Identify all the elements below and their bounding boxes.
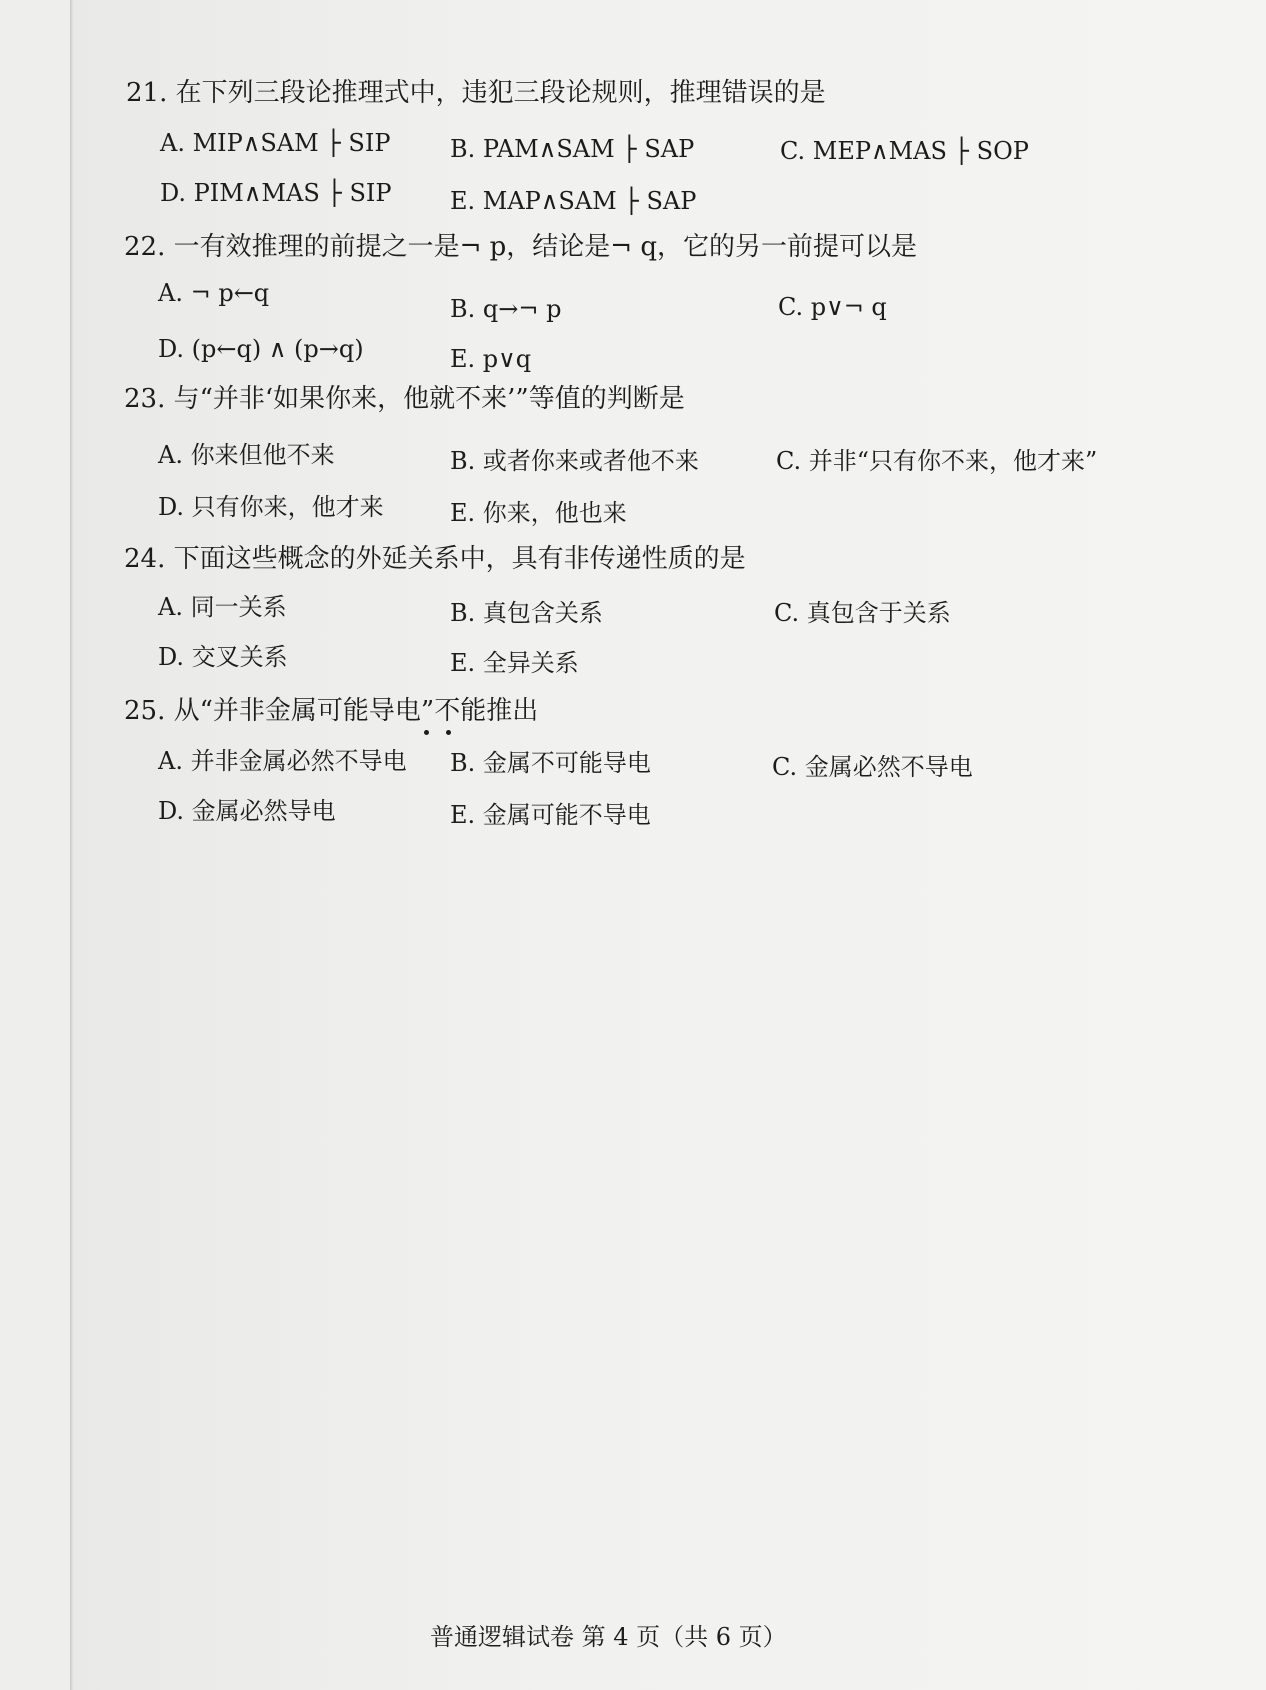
question-25-option-d: D. 金属必然导电 (158, 797, 336, 825)
question-23-option-e: E. 你来，他也来 (450, 499, 627, 527)
question-24-option-a: A. 同一关系 (158, 593, 287, 621)
question-21-option-c: C. MEP∧MAS ├ SOP (780, 137, 1029, 165)
question-22-option-b: B. q→¬ p (450, 295, 562, 323)
question-24-option-d: D. 交叉关系 (158, 643, 288, 671)
question-25-option-a: A. 并非金属必然不导电 (158, 747, 407, 775)
question-22-option-d: D. (p←q) ∧ (p→q) (158, 335, 364, 363)
emphasis-dot (446, 730, 451, 735)
question-21-stem: 21. 在下列三段论推理式中，违犯三段论规则，推理错误的是 (126, 78, 826, 108)
question-25-stem: 25. 从“并非金属可能导电”不能推出 (124, 696, 539, 726)
question-23-option-c: C. 并非“只有你不来，他才来” (776, 447, 1098, 475)
question-25-option-b: B. 金属不可能导电 (450, 749, 651, 777)
question-25-option-e: E. 金属可能不导电 (450, 801, 651, 829)
question-22-stem: 22. 一有效推理的前提之一是¬ p，结论是¬ q，它的另一前提可以是 (124, 232, 918, 262)
emphasis-dot (424, 730, 429, 735)
question-24-option-b: B. 真包含关系 (450, 599, 603, 627)
question-24-option-c: C. 真包含于关系 (774, 599, 951, 627)
question-21-option-d: D. PIM∧MAS ├ SIP (160, 179, 392, 207)
question-23-option-d: D. 只有你来，他才来 (158, 493, 384, 521)
page-fold-edge (70, 0, 74, 1690)
question-22-option-e: E. p∨q (450, 345, 532, 373)
question-24-stem: 24. 下面这些概念的外延关系中，具有非传递性质的是 (124, 544, 746, 574)
page-footer: 普通逻辑试卷 第 4 页（共 6 页） (430, 1623, 787, 1651)
question-24-option-e: E. 全异关系 (450, 649, 579, 677)
question-25-option-c: C. 金属必然不导电 (772, 753, 973, 781)
question-22-option-c: C. p∨¬ q (778, 293, 887, 321)
question-23-option-b: B. 或者你来或者他不来 (450, 447, 699, 475)
question-21-option-b: B. PAM∧SAM ├ SAP (450, 135, 695, 163)
question-22-option-a: A. ¬ p←q (158, 279, 270, 307)
question-21-option-e: E. MAP∧SAM ├ SAP (450, 187, 697, 215)
question-21-option-a: A. MIP∧SAM ├ SIP (160, 129, 391, 157)
question-23-option-a: A. 你来但他不来 (158, 441, 335, 469)
question-23-stem: 23. 与“并非‘如果你来，他就不来’”等值的判断是 (124, 384, 685, 414)
